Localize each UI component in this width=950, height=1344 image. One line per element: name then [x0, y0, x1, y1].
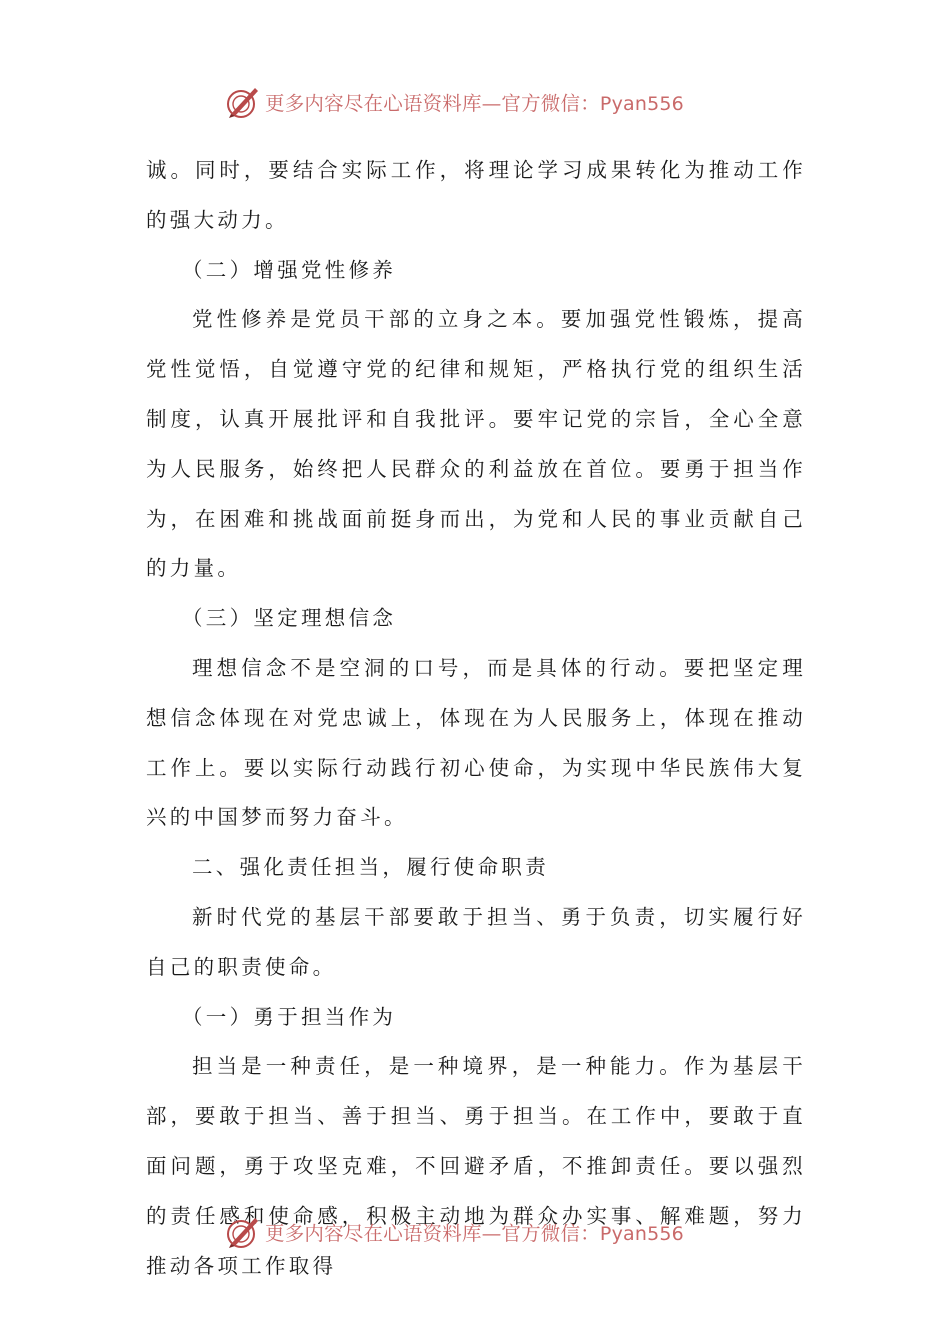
watermark-text: 更多内容尽在心语资料库—官方微信：Pyan556: [265, 1222, 684, 1245]
wechat-handle: Pyan556: [599, 93, 684, 115]
subheading: （一）勇于担当作为: [182, 1004, 397, 1029]
watermark-text: 更多内容尽在心语资料库—官方微信：Pyan556: [265, 92, 684, 115]
wechat-handle: Pyan556: [599, 1223, 684, 1245]
footer-watermark: [0, 1212, 950, 1252]
paragraph: 新时代党的基层干部要敢于担当、勇于负责，切实履行好自己的职责使命。: [146, 904, 806, 979]
subheading: （三）坚定理想信念: [182, 606, 397, 631]
section-heading: 二、强化责任担当，履行使命职责: [192, 855, 549, 880]
paragraph: 诚。同时，要结合实际工作，将理论学习成果转化为推动工作的强大动力。: [146, 158, 806, 232]
paragraph: 党性修养是党员干部的立身之本。要加强党性锻炼，提高党性觉悟，自觉遵守党的纪律和规矩，严格执行党的组织生活制度，认真开展批评和自我批评。要牢记党的宗旨，全心全意为人民服务，始终把人民群众的利益放在首位。要勇于担当作为，在困难和挑战面前挺身而出，为党和人民的事业贡献自己的力量。: [146, 307, 806, 581]
subheading: （二）增强党性修养: [182, 257, 397, 282]
pen-logo-icon: [225, 1214, 261, 1250]
document-body: [146, 146, 806, 1291]
paragraph: 理想信念不是空洞的口号，而是具体的行动。要把坚定理想信念体现在对党忠诚上，体现在为人民服务上，体现在推动工作上。要以实际行动践行初心使命，为实现中华民族伟大复兴的中国梦而努力奋斗。: [146, 655, 806, 830]
header-watermark: [0, 82, 950, 122]
pen-logo-icon: [225, 84, 261, 120]
paragraph: 担当是一种责任，是一种境界，是一种能力。作为基层干部，要敢于担当、善于担当、勇于担当。在工作中，要敢于直面问题，勇于攻坚克难，不回避矛盾，不推卸责任。要以强烈的责任感和使命感，积极主动地为群众办实事、解难题，努力推动各项工作取得: [146, 1054, 806, 1278]
